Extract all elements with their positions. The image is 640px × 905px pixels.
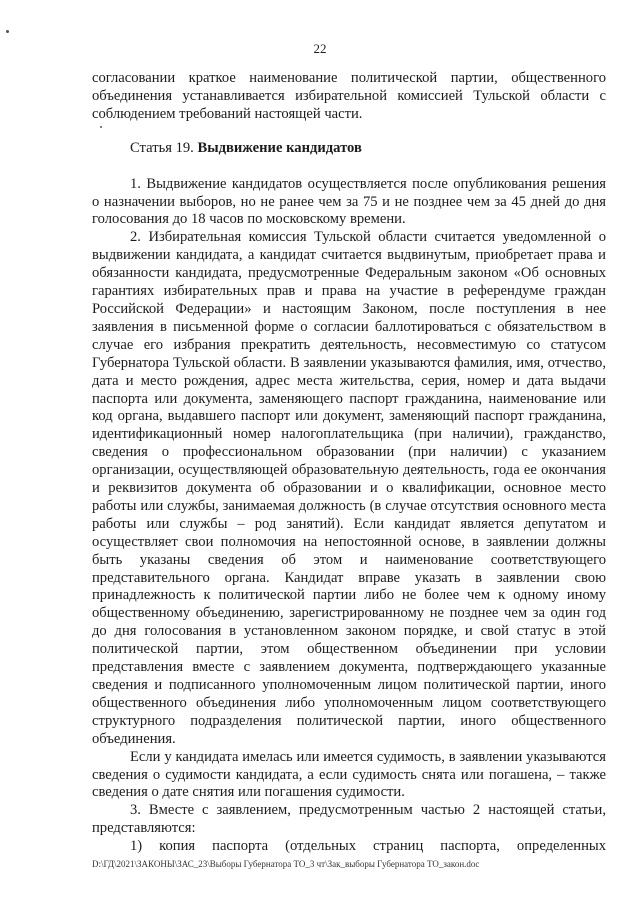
scan-speck [6, 30, 9, 33]
paragraph-2: 2. Избирательная комиссия Тульской области считается уведомленной о выдвижении кандидата, а кандидат считается выдвинутым, приобретает права и обязанности кандидата, предусмотренные Федеральным законом «Об основных гарантиях избирательных прав и права на участие в референдуме граждан Российской Федерации» и настоящим Законом, после поступления в нее заявления в письменной форме о согласии баллотироваться с обязательством в случае его избрания прекратить деятельность, несовместимую со статусом Губернатора Тульской области. В заявлении указываются фамилия, имя, отчество, дата и место рождения, адрес места жительства, серия, номер и дата выдачи паспорта или документа, заменяющего паспорт гражданина, наименование или код органа, выдавшего паспорт или документ, заменяющий паспорт гражданина, идентификационный номер налогоплательщика (при наличии), гражданство, сведения о профессиональном образовании (при наличии) с указанием организации, осуществляющей образовательную деятельность, года ее окончания и реквизитов документа об образовании и о квалификации, основное место работы или службы, занимаемая должность (в случае отсутствия основного места работы или службы – род занятий). Если кандидат является депутатом и осуществляет свои полномочия на непостоянной основе, в заявлении должны быть указаны сведения об этом и наименование соответствующего представительного органа. Кандидат вправе указать в заявлении свою принадлежность к политической партии либо не более чем к одному иному общественному объединению, зарегистрированному не позднее чем за один год до дня голосования в установленном законом порядке, и свой статус в этой политической партии, этом общественном объединении при условии представления вместе с заявлением документа, подтверждающего указанные сведения и подписанного уполномоченным лицом политической партии, иного общественного объединения либо уполномоченным лицом соответствующего структурного подразделения политической партии, иного общественного объединения. [92, 229, 606, 747]
article-title: Выдвижение кандидатов [197, 139, 362, 156]
continuation-paragraph: согласовании краткое наименование политической партии, общественного объединения устанавливается избирательной комиссией Тульской области с соблюдением требований настоящей части. [92, 70, 606, 122]
paragraph-1: 1. Выдвижение кандидатов осуществляется после опубликования решения о назначении выборов, но не ранее чем за 75 и не позднее чем за 45 дней до дня голосования до 18 часов по московскому времени. [92, 175, 606, 228]
list-item-1: 1) копия паспорта (отдельных страниц паспорта, определенных [130, 838, 606, 855]
paragraph-3: 3. Вместе с заявлением, предусмотренным частью 2 настоящей статьи, представляются: [92, 802, 606, 837]
article-prefix: Статья 19. [130, 139, 198, 156]
page-number: 22 [313, 41, 327, 56]
document-body [92, 70, 606, 856]
article-heading [92, 140, 606, 158]
paragraph-criminal-record: Если у кандидата имелась или имеется судимость, в заявлении указываются сведения о судимости кандидата, а если судимость снята или погашена, – также сведения о дате снятия или погашения судимости. [92, 748, 606, 801]
file-path-footer: D:\ГД\2021\ЗАКОНЫ\ЗАС_23\Выборы Губернатора ТО_3 чт\Зак_выборы Губернатора ТО_закон.doc [92, 859, 480, 869]
